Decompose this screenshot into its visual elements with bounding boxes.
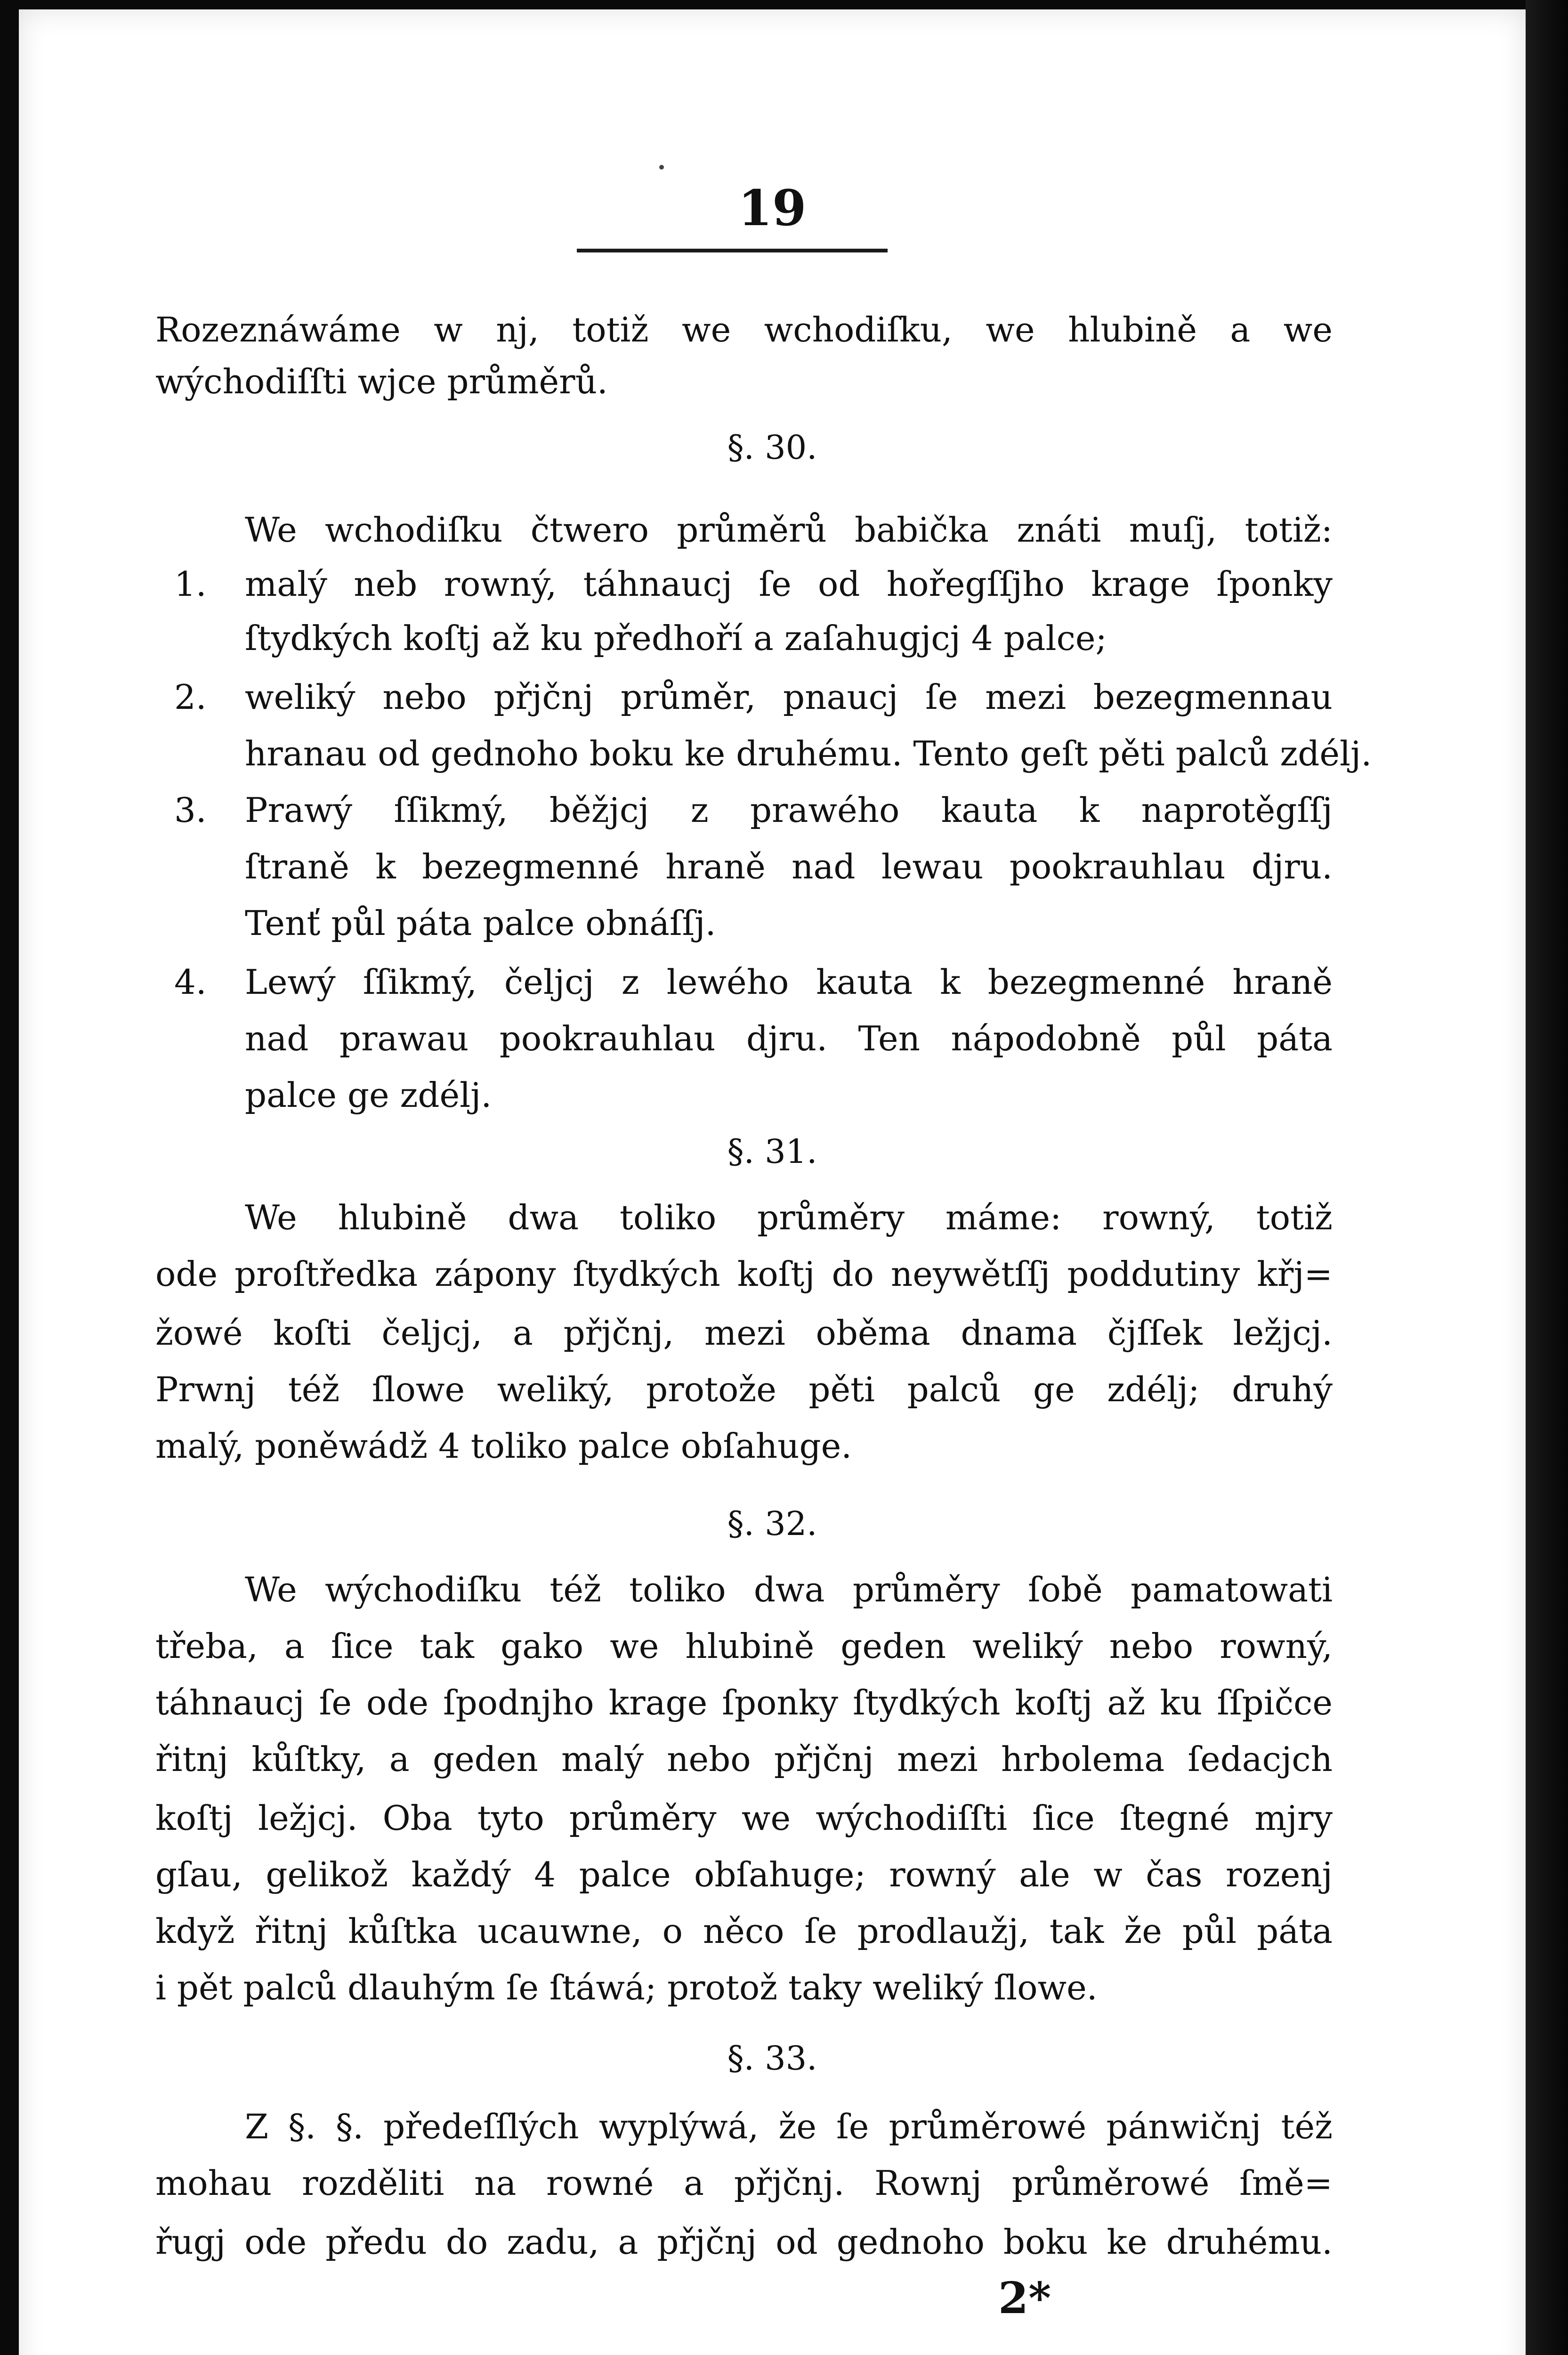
item-4-line-3: palce ge zdélj. — [245, 1075, 492, 1115]
book-page — [19, 9, 1526, 2355]
section-30-lead: We wchodiſku čtwero průměrů babička znáti muſj, totiž: — [245, 510, 1333, 550]
item-2-line-2: hranau od gednoho boku ke druhému. Tento geſt pěti palců zdélj. — [245, 734, 1372, 773]
item-1-line-1: malý neb rowný, táhnaucj ſe od hořegſſjho krage ſponky — [245, 564, 1333, 604]
section-32-line-2: třeba, a ſice tak gako we hlubině geden weliký nebo rowný, — [155, 1626, 1333, 1666]
section-32-line-6: gſau, gelikož každý 4 palce obſahuge; rowný ale w čas rozenj — [155, 1855, 1333, 1894]
item-1-line-2: ſtydkých koſtj až ku předhoří a zaſahugjcj 4 palce; — [245, 618, 1107, 658]
section-33-line-1: Z §. §. předeſſlých wyplýwá, že ſe průměrowé pánwičnj též — [245, 2107, 1333, 2146]
item-4-line-1: Lewý ſſikmý, čeljcj z lewého kauta k bezegmenné hraně — [245, 962, 1333, 1002]
section-31-line-4: Prwnj též ſlowe weliký, protože pěti palců ge zdélj; druhý — [155, 1370, 1333, 1409]
item-number: 2. — [174, 677, 207, 717]
section-31-heading: §. 31. — [727, 1132, 817, 1171]
printer-signature: 2* — [998, 2273, 1051, 2323]
page-edge-shadow — [1526, 0, 1568, 2355]
section-32-line-5: koſtj ležjcj. Oba tyto průměry we wýchodiſſti ſice ſtegné mjry — [155, 1798, 1333, 1838]
item-2-line-1: weliký nebo přjčnj průměr, pnaucj ſe mezi bezegmennau — [245, 677, 1333, 717]
section-32-line-8: i pět palců dlauhým ſe ſtáwá; protož taky weliký ſlowe. — [155, 1968, 1098, 2007]
ink-speck — [659, 165, 664, 170]
section-32-line-4: řitnj kůſtky, a geden malý nebo přjčnj mezi hrbolema ſedacjch — [155, 1739, 1333, 1779]
section-32-line-7: když řitnj kůſtka ucauwne, o něco ſe prodlaužj, tak že půl páta — [155, 1911, 1333, 1951]
section-31-line-3: žowé koſti čeljcj, a přjčnj, mezi oběma dnama čjſſek ležjcj. — [155, 1313, 1333, 1353]
item-number: 4. — [174, 962, 207, 1002]
section-32-line-3: táhnaucj ſe ode ſpodnjho krage ſponky ſtydkých koſtj až ku ſſpičce — [155, 1683, 1333, 1722]
item-3-line-1: Prawý ſſikmý, běžjcj z prawého kauta k naprotěgſſj — [245, 790, 1333, 830]
item-number: 3. — [174, 790, 207, 830]
page-number: 19 — [738, 179, 807, 237]
section-33-line-3: řugj ode předu do zadu, a přjčnj od gednoho boku ke druhému. — [155, 2222, 1333, 2262]
section-31-line-1: We hlubině dwa toliko průměry máme: rowný, totiž — [245, 1198, 1333, 1237]
section-33-heading: §. 33. — [727, 2039, 817, 2078]
section-30-heading: §. 30. — [727, 428, 817, 467]
section-31-line-2: ode proſtředka zápony ſtydkých koſtj do neywětſſj poddutiny křj= — [155, 1254, 1333, 1294]
item-number: 1. — [174, 564, 207, 604]
item-3-line-2: ſtraně k bezegmenné hraně nad lewau pookrauhlau djru. — [245, 847, 1333, 886]
section-32-line-1: We wýchodiſku též toliko dwa průměry ſobě pamatowati — [245, 1570, 1333, 1609]
header-rule — [577, 249, 888, 252]
item-3-line-3: Tenť půl páta palce obnáſſj. — [245, 903, 716, 943]
section-33-line-2: mohau rozděliti na rowné a přjčnj. Rownj průměrowé ſmě= — [155, 2163, 1333, 2203]
item-4-line-2: nad prawau pookrauhlau djru. Ten nápodobně půl páta — [245, 1019, 1333, 1058]
section-32-heading: §. 32. — [727, 1504, 817, 1543]
intro-line-1: Rozeznáwáme w nj, totiž we wchodiſku, we hlubině a we — [155, 310, 1333, 349]
intro-line-2: wýchodiſſti wjce průměrů. — [155, 362, 608, 401]
section-31-line-5: malý, poněwádž 4 toliko palce obſahuge. — [155, 1426, 852, 1466]
